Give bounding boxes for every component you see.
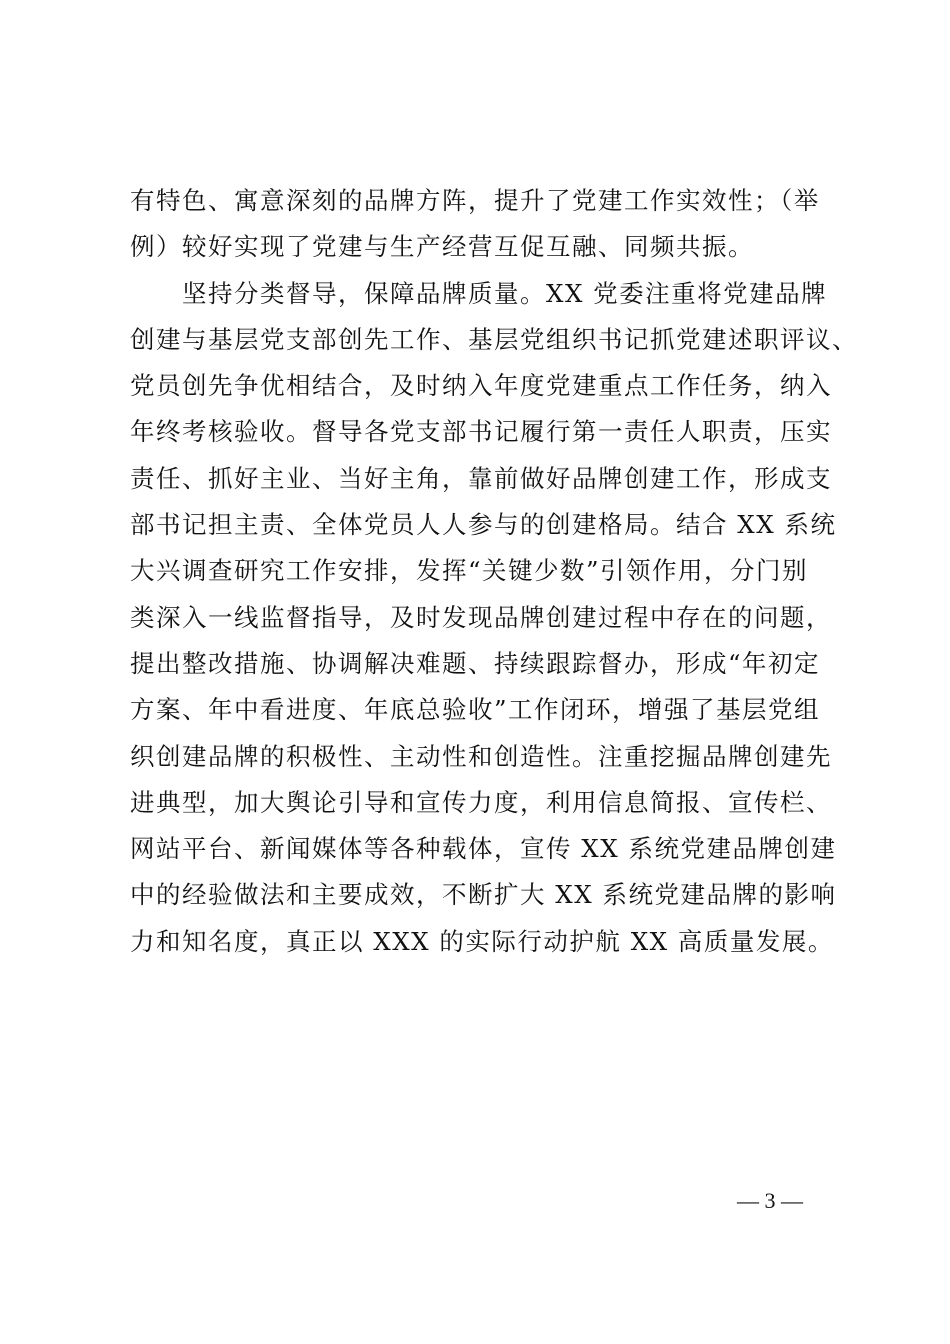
text-line: 方案、年中看进度、年底总验收”工作闭环，增强了基层党组 <box>130 695 821 725</box>
text-line: 力和知名度，真正以 XXX 的实际行动护航 XX 高质量发展。 <box>130 926 834 956</box>
page-number: — 3 — <box>737 1188 803 1213</box>
paragraph-1 <box>130 178 830 271</box>
text-line: 网站平台、新闻媒体等各种载体，宣传 XX 系统党建品牌创建 <box>130 834 837 864</box>
text-line: 年终考核验收。督导各党支部书记履行第一责任人职责，压实 <box>130 417 832 447</box>
text-line: 部书记担主责、全体党员人人参与的创建格局。结合 XX 系统 <box>130 510 837 540</box>
text-line: 党员创先争优相结合，及时纳入年度党建重点工作任务，纳入 <box>130 371 832 401</box>
body-text <box>130 178 858 965</box>
text-line: 坚持分类督导，保障品牌质量。XX 党委注重将党建品牌 <box>130 278 828 308</box>
text-line: 提出整改措施、协调解决难题、持续跟踪督办，形成“年初定 <box>130 648 821 678</box>
text-line: 责任、抓好主业、当好主角，靠前做好品牌创建工作，形成支 <box>130 463 832 493</box>
text-line: 类深入一线监督指导，及时发现品牌创建过程中存在的问题， <box>130 602 832 632</box>
text-line: 创建与基层党支部创先工作、基层党组织书记抓党建述职评议、 <box>130 324 858 354</box>
text-line: 织创建品牌的积极性、主动性和创造性。注重挖掘品牌创建先 <box>130 741 832 771</box>
text-line: 大兴调查研究工作安排，发挥“关键少数”引领作用，分门别 <box>130 556 809 586</box>
text-line: 中的经验做法和主要成效，不断扩大 XX 系统党建品牌的影响 <box>130 880 837 910</box>
text-line: 进典型，加大舆论引导和宣传力度，利用信息简报、宣传栏、 <box>130 787 832 817</box>
paragraph-2 <box>130 271 858 965</box>
text-line: 有特色、寓意深刻的品牌方阵，提升了党建工作实效性；（举 <box>130 186 820 215</box>
text-line: 例）较好实现了党建与生产经营互促互融、同频共振。 <box>130 232 754 262</box>
